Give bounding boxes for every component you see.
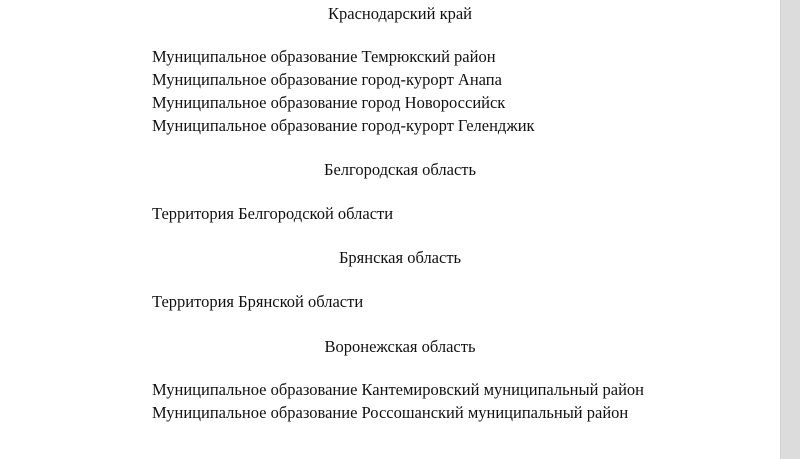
list-item: Муниципальное образование Россошанский муниципальный район [152,403,629,422]
section-heading-voronezh: Воронежская область [324,337,476,356]
list-item: Территория Брянской области [152,292,364,311]
list-item: Муниципальное образование Темрюкский район [152,47,496,66]
section-heading-bryansk: Брянская область [338,248,462,267]
list-item: Территория Белгородской области [152,204,394,223]
section-heading-krasnodar: Краснодарский край [327,4,473,23]
section-heading-belgorod: Белгородская область [323,160,477,179]
list-item: Муниципальное образование город-курорт Анапа [152,70,502,89]
list-item: Муниципальное образование город Новороссийск [152,93,506,112]
list-item: Муниципальное образование город-курорт Геленджик [152,116,535,135]
list-item: Муниципальное образование Кантемировский муниципальный район [152,380,645,399]
